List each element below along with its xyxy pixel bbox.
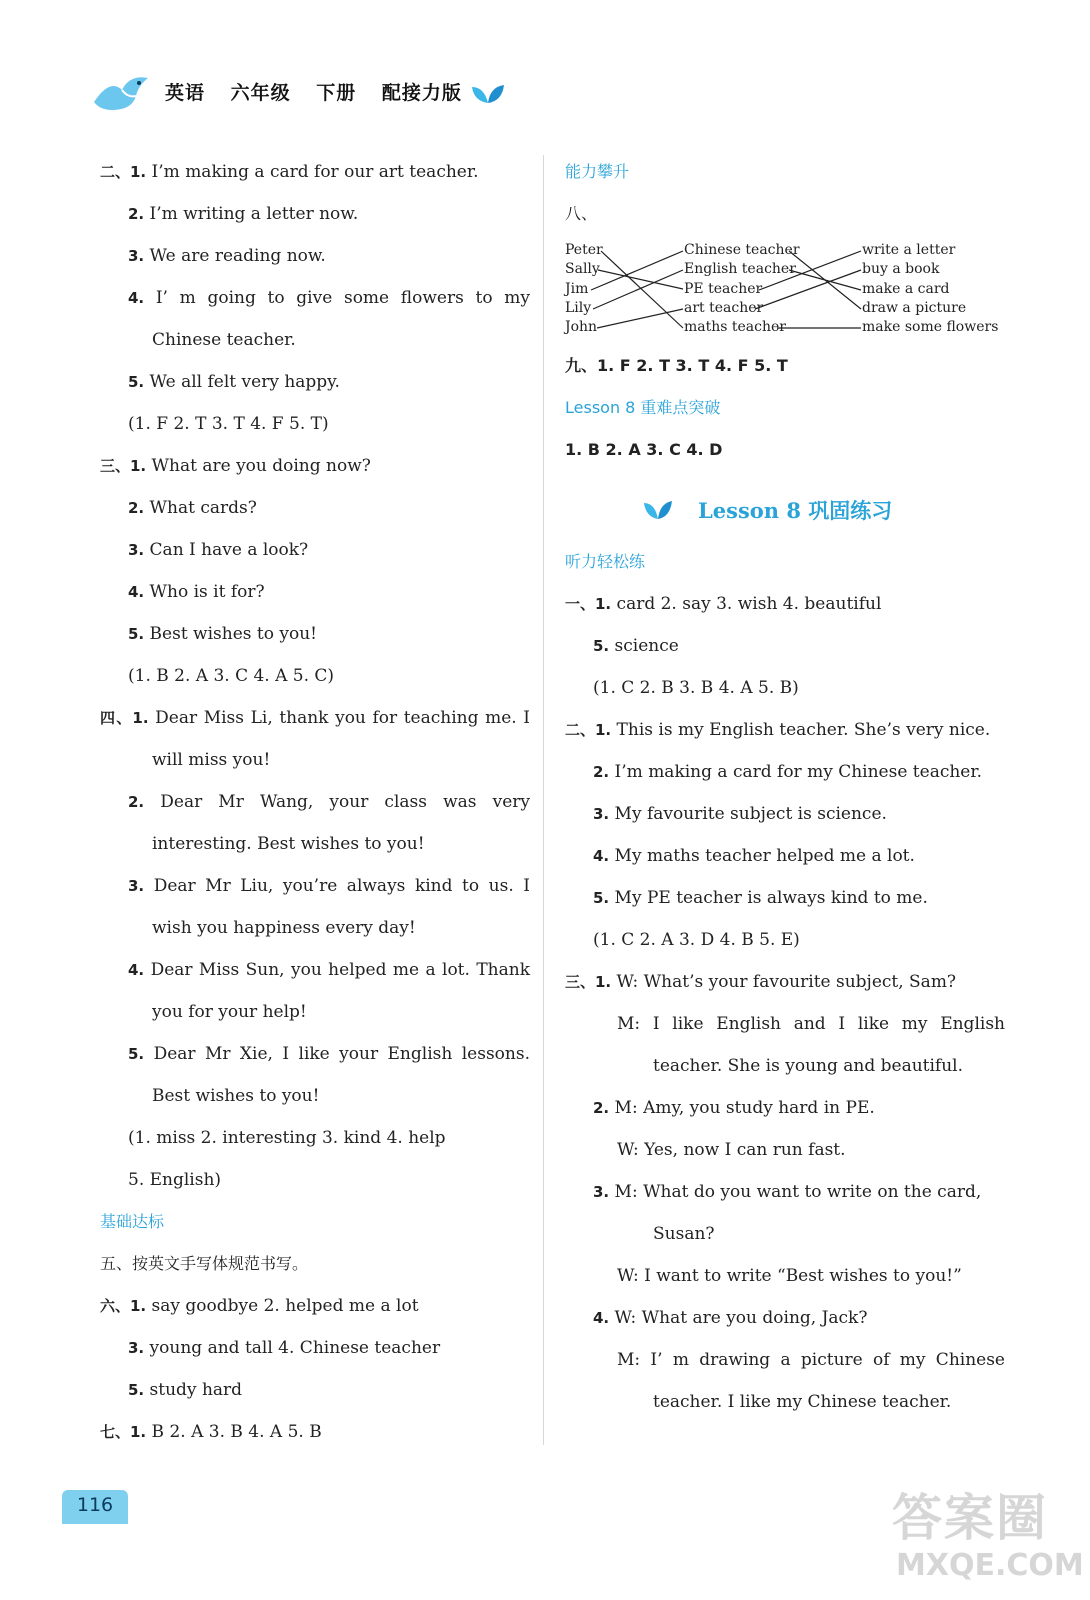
match-teacher: Chinese teacher	[684, 242, 800, 258]
answer-line: 四、1. Dear Miss Li, thank you for teaching me. I	[100, 708, 530, 728]
edition-label: 配接力版	[381, 82, 462, 104]
dialogue-line: teacher. I like my Chinese teacher.	[653, 1392, 952, 1412]
volume-label: 下册	[316, 82, 357, 104]
answer-line: 3. Can I have a look?	[128, 540, 309, 560]
answer-line: you for your help!	[152, 1002, 307, 1022]
answer-line: Best wishes to you!	[152, 1086, 320, 1106]
answer-key: (1. F 2. T 3. T 4. F 5. T)	[128, 414, 329, 434]
dialogue-line: 2. M: Amy, you study hard in PE.	[593, 1098, 875, 1118]
match-name: Jim	[565, 281, 589, 297]
answer-line: wish you happiness every day!	[152, 918, 416, 938]
dialogue-line: M: I’ m drawing a picture of my Chinese	[617, 1350, 1005, 1370]
dialogue-line: 三、1. W: What’s your favourite subject, Sam?	[565, 972, 957, 992]
answer-line: 2. I’m writing a letter now.	[128, 204, 359, 224]
answer-key: 1. B 2. A 3. C 4. D	[565, 440, 723, 459]
leaf-icon	[643, 499, 673, 521]
answer-line: 二、1. This is my English teacher. She’s very nice.	[565, 720, 991, 740]
leaf-icon	[470, 83, 506, 105]
watermark-url: MXQE.COM	[896, 1548, 1084, 1583]
page-number	[62, 1490, 128, 1530]
right-column	[565, 155, 1005, 1427]
dialogue-line: 4. W: What are you doing, Jack?	[593, 1308, 868, 1328]
answer-line: interesting. Best wishes to you!	[152, 834, 425, 854]
match-name: Lily	[565, 300, 592, 316]
answer-line: 5. We all felt very happy.	[128, 372, 340, 392]
answer-line: 二、1. I’m making a card for our art teacher.	[100, 162, 479, 182]
section-heading: 听力轻松练	[565, 552, 646, 571]
dialogue-line: Susan?	[653, 1224, 715, 1244]
lesson-title: Lesson 8 巩固练习	[698, 498, 893, 523]
answer-line: 4. Who is it for?	[128, 582, 265, 602]
watermark-logo: 答案圈	[892, 1489, 1048, 1547]
grade-label: 六年级	[230, 82, 291, 104]
match-name: Peter	[565, 242, 603, 258]
answer-key: 九、1. F 2. T 3. T 4. F 5. T	[565, 356, 788, 375]
answer-line: 5. Best wishes to you!	[128, 624, 317, 644]
answer-line: 4. I’ m going to give some flowers to my	[128, 288, 531, 308]
answer-line: 4. My maths teacher helped me a lot.	[593, 846, 915, 866]
match-teacher: maths teacher	[684, 319, 786, 335]
answer-line: 5. Dear Mr Xie, I like your English lessons.	[128, 1044, 530, 1064]
match-action: make a card	[862, 281, 950, 297]
answer-key: 5. English)	[128, 1170, 222, 1190]
dialogue-line: 3. M: What do you want to write on the card,	[593, 1182, 982, 1202]
answer-line: 4. Dear Miss Sun, you helped me a lot. Thank	[128, 960, 530, 980]
answer-line: 3. My favourite subject is science.	[593, 804, 887, 824]
dialogue-line: M: I like English and I like my English	[617, 1014, 1005, 1034]
match-action: draw a picture	[862, 300, 967, 316]
watermark	[892, 1478, 1084, 1590]
answer-key: (1. C 2. A 3. D 4. B 5. E)	[593, 930, 800, 950]
answer-line: 三、1. What are you doing now?	[100, 456, 371, 476]
answer-line: will miss you!	[152, 750, 271, 770]
match-name: Sally	[565, 261, 600, 277]
answer-line: 5. study hard	[128, 1380, 243, 1400]
dialogue-line: W: Yes, now I can run fast.	[617, 1140, 846, 1160]
answer-line: 一、1. card 2. say 3. wish 4. beautiful	[565, 594, 882, 614]
answer-line: 3. We are reading now.	[128, 246, 326, 266]
answer-key: (1. miss 2. interesting 3. kind 4. help	[128, 1128, 446, 1148]
section-heading: Lesson 8 重难点突破	[565, 398, 721, 417]
section-heading: 能力攀升	[565, 162, 630, 181]
matching-diagram	[565, 239, 1005, 349]
answer-key: (1. B 2. A 3. C 4. A 5. C)	[128, 666, 335, 686]
page-number-text: 116	[76, 1494, 114, 1516]
answer-line: 2. Dear Mr Wang, your class was very	[128, 792, 530, 812]
lesson-heading	[565, 475, 1005, 545]
answer-line: 六、1. say goodbye 2. helped me a lot	[100, 1296, 419, 1316]
match-action: write a letter	[862, 242, 956, 258]
bird-logo-icon	[92, 72, 152, 114]
column-divider	[543, 155, 544, 1445]
answer-line: Chinese teacher.	[152, 330, 296, 350]
match-teacher: English teacher	[684, 261, 796, 277]
answer-line: 3. Dear Mr Liu, you’re always kind to us. I	[128, 876, 530, 896]
subject-label: 英语	[165, 82, 206, 104]
question-number: 八、	[565, 204, 598, 223]
section-heading: 基础达标	[100, 1212, 165, 1231]
page-header	[0, 0, 1090, 130]
match-action: make some flowers	[862, 319, 999, 335]
match-action: buy a book	[862, 261, 940, 277]
dialogue-line: teacher. She is young and beautiful.	[653, 1056, 964, 1076]
dialogue-line: W: I want to write “Best wishes to you!”	[617, 1266, 962, 1286]
answer-line: 2. I’m making a card for my Chinese teacher.	[593, 762, 983, 782]
match-teacher: PE teacher	[684, 281, 763, 297]
answer-line: 七、1. B 2. A 3. B 4. A 5. B	[100, 1422, 322, 1442]
book-title	[165, 78, 480, 105]
match-teacher: art teacher	[684, 300, 764, 316]
answer-line: 3. young and tall 4. Chinese teacher	[128, 1338, 441, 1358]
answer-line: 5. My PE teacher is always kind to me.	[593, 888, 928, 908]
answer-key: (1. C 2. B 3. B 4. A 5. B)	[593, 678, 799, 698]
answer-line: 5. science	[593, 636, 679, 656]
answer-line: 五、按英文手写体规范书写。	[100, 1254, 309, 1273]
answer-line: 2. What cards?	[128, 498, 257, 518]
match-name: John	[565, 319, 598, 335]
left-column	[100, 155, 530, 1457]
